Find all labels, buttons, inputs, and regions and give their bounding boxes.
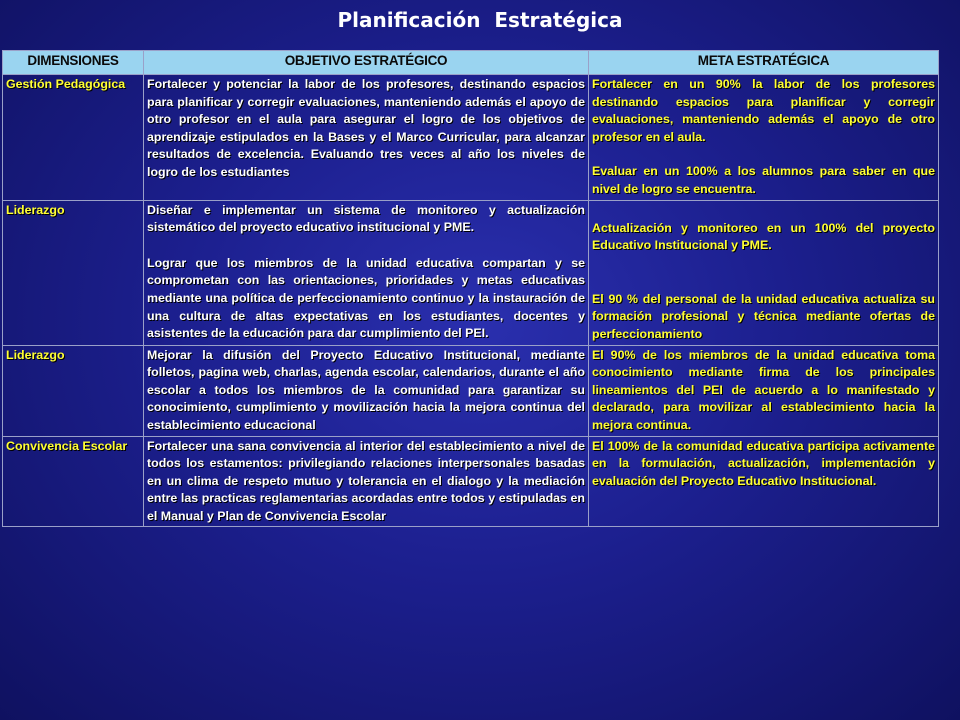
- spacer: [592, 146, 935, 163]
- objective-cell: Mejorar la difusión del Proyecto Educativo Institucional, mediante folletos, pagina web, charlas, agenda escolar, calendarios, durante el año escolar a todos los miembros de la comunidad para garantizar su conocimiento, cumplimiento y movilización hacia la mejora continua del establecimiento educacional: [144, 345, 589, 436]
- meta-cell: El 90% de los miembros de la unidad educativa toma conocimiento mediante firma de los principales lineamientos del PEI de acuerdo a lo manifestado y declarado, para movilizar al establecimiento hacia la mejora continua.: [589, 345, 939, 436]
- meta-cell: [589, 200, 939, 345]
- meta-cell: [589, 75, 939, 201]
- objective-paragraph: Lograr que los miembros de la unidad educativa compartan y se comprometan con las orientaciones, prioridades y metas educativas mediante una política de perfeccionamiento continuo y la instauración de una cultura de altas expectativas en los estudiantes, docentes y asistentes de la educación para dar cumplimiento del PEI.: [147, 255, 585, 341]
- objective-paragraph: Diseñar e implementar un sistema de monitoreo y actualización sistemático del proyecto educativo institucional y PME.: [147, 202, 585, 235]
- dimension-cell: Liderazgo: [3, 345, 144, 436]
- meta-paragraph: El 90 % del personal de la unidad educativa actualiza su formación profesional y técnica mediante ofertas de perfeccionamiento: [592, 291, 935, 341]
- page-title: Planificación Estratégica: [337, 8, 623, 32]
- table-header-row: [3, 51, 939, 75]
- spacer: [592, 202, 935, 220]
- spacer: [592, 273, 935, 291]
- meta-cell: El 100% de la comunidad educativa participa activamente en la formulación, actualización, implementación y evaluación del Proyecto Educativo Institucional.: [589, 436, 939, 527]
- table-row: [3, 436, 939, 527]
- objective-cell: Fortalecer una sana convivencia al interior del establecimiento a nivel de todos los estamentos: privilegiando relaciones interpersonales basadas en un clima de respeto mutuo y tolerancia en el dialogo y la mediación entre las practicas reglamentarias acordadas entre todos y estipuladas en el Manual y Plan de Convivencia Escolar: [144, 436, 589, 527]
- objective-cell: [144, 200, 589, 345]
- table-row: [3, 200, 939, 345]
- strategic-plan-table: [2, 50, 939, 527]
- dimension-cell: Convivencia Escolar: [3, 436, 144, 527]
- spacer: [147, 237, 585, 255]
- meta-paragraph: Fortalecer en un 90% la labor de los profesores destinando espacios para planificar y corregir evaluaciones, manteniendo además el apoyo de otro profesor en el aula.: [592, 77, 935, 144]
- header-meta-estrategica: META ESTRATÉGICA: [589, 51, 939, 75]
- meta-paragraph: Actualización y monitoreo en un 100% del proyecto Educativo Institucional y PME.: [592, 220, 935, 253]
- objective-cell: Fortalecer y potenciar la labor de los profesores, destinando espacios para planificar y corregir evaluaciones, manteniendo además el apoyo de otro profesor en el aula para asegurar el logro de los objetivos de aprendizaje estipulados en la Bases y el Marco Curricular, para alcanzar resultados de excelencia. Evaluando tres veces al año los niveles de logro de los estudiantes: [144, 75, 589, 201]
- header-dimensiones: DIMENSIONES: [3, 51, 144, 75]
- table-row: [3, 75, 939, 201]
- dimension-cell: Gestión Pedagógica: [3, 75, 144, 201]
- meta-paragraph: Evaluar en un 100% a los alumnos para saber en que nivel de logro se encuentra.: [592, 164, 935, 196]
- dimension-cell: Liderazgo: [3, 200, 144, 345]
- table-row: [3, 345, 939, 436]
- header-objetivo-estrategico: OBJETIVO ESTRATÉGICO: [144, 51, 589, 75]
- spacer: [592, 255, 935, 273]
